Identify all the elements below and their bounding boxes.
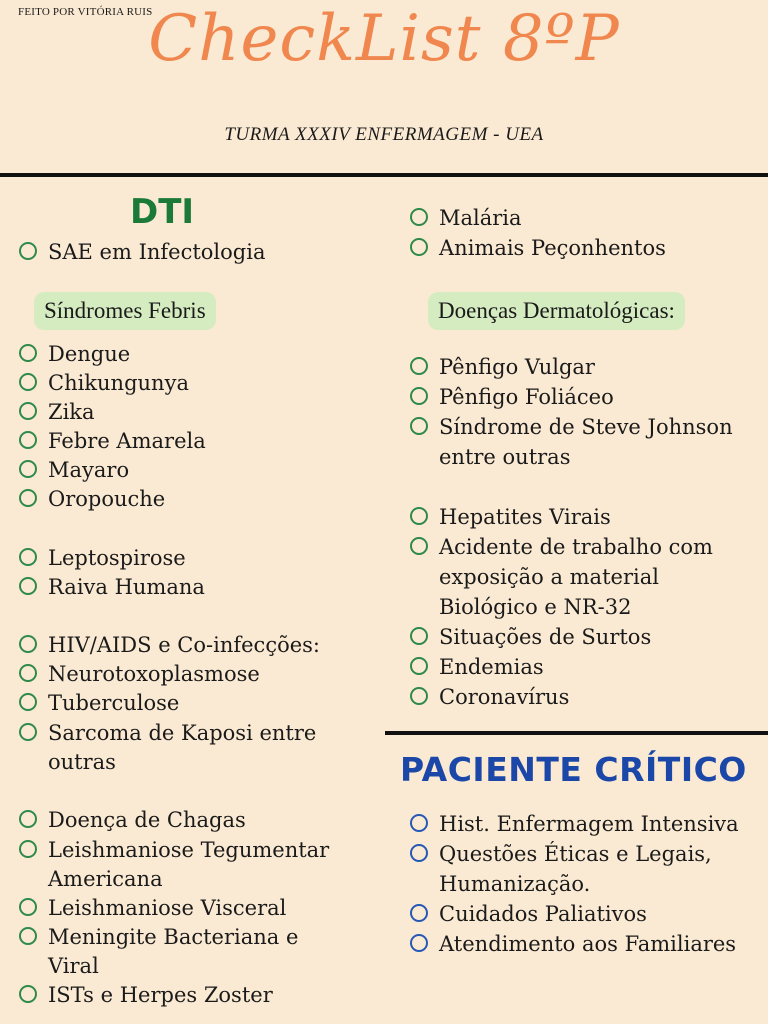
check-item-continuation: Biológico e NR-32	[439, 595, 632, 619]
checkbox-circle-icon[interactable]	[410, 537, 428, 555]
check-item[interactable]: Coronavírus	[439, 682, 569, 712]
check-item-continuation: exposição a material	[439, 565, 659, 589]
check-item[interactable]: Chikungunya	[48, 368, 189, 398]
section-label-febris: Síndromes Febris	[34, 292, 216, 330]
check-item[interactable]: Febre Amarela	[48, 426, 206, 456]
check-item-continuation: outras	[48, 750, 116, 774]
checkbox-circle-icon[interactable]	[19, 927, 37, 945]
checkbox-circle-icon[interactable]	[19, 242, 37, 260]
checkbox-circle-icon[interactable]	[19, 840, 37, 858]
checkbox-circle-icon[interactable]	[410, 357, 428, 375]
check-item[interactable]: Mayaro	[48, 455, 129, 485]
checkbox-circle-icon[interactable]	[410, 507, 428, 525]
checkbox-circle-icon[interactable]	[410, 904, 428, 922]
checkbox-circle-icon[interactable]	[19, 431, 37, 449]
check-item-continuation: Americana	[48, 867, 163, 891]
check-item-continuation: Viral	[48, 954, 99, 978]
checkbox-circle-icon[interactable]	[19, 460, 37, 478]
check-item[interactable]: Animais Peçonhentos	[439, 233, 666, 263]
check-item[interactable]: Pênfigo Foliáceo	[439, 382, 614, 412]
checkbox-circle-icon[interactable]	[410, 387, 428, 405]
checkbox-circle-icon[interactable]	[19, 577, 37, 595]
checkbox-circle-icon[interactable]	[410, 238, 428, 256]
checkbox-circle-icon[interactable]	[19, 723, 37, 741]
paciente-critico-heading: PACIENTE CRÍTICO	[400, 750, 747, 789]
checkbox-circle-icon[interactable]	[410, 844, 428, 862]
check-item[interactable]: Hist. Enfermagem Intensiva	[439, 809, 739, 839]
check-item[interactable]: Tuberculose	[48, 688, 179, 718]
checkbox-circle-icon[interactable]	[19, 898, 37, 916]
check-item[interactable]: Situações de Surtos	[439, 622, 651, 652]
checkbox-circle-icon[interactable]	[410, 934, 428, 952]
author-credit: FEITO POR VITÓRIA RUIS	[18, 6, 153, 18]
checkbox-circle-icon[interactable]	[19, 985, 37, 1003]
check-item[interactable]: Leishmaniose Visceral	[48, 893, 286, 923]
check-item[interactable]: Cuidados Paliativos	[439, 899, 647, 929]
top-divider	[0, 173, 768, 177]
checkbox-circle-icon[interactable]	[19, 635, 37, 653]
checkbox-circle-icon[interactable]	[410, 657, 428, 675]
right-divider	[385, 731, 768, 735]
checkbox-circle-icon[interactable]	[410, 687, 428, 705]
check-item[interactable]: Malária	[439, 203, 522, 233]
check-item[interactable]: Meningite Bacteriana e	[48, 922, 298, 952]
page-subtitle: TURMA XXXIV ENFERMAGEM - UEA	[224, 124, 544, 145]
check-item[interactable]: Leishmaniose Tegumentar	[48, 835, 329, 865]
check-item-continuation: Humanização.	[439, 872, 591, 896]
checkbox-circle-icon[interactable]	[410, 208, 428, 226]
checkbox-circle-icon[interactable]	[19, 693, 37, 711]
checkbox-circle-icon[interactable]	[19, 344, 37, 362]
section-label-derm: Doenças Dermatológicas:	[428, 292, 685, 330]
check-item[interactable]: Doença de Chagas	[48, 805, 246, 835]
dti-heading: DTI	[130, 192, 195, 232]
checkbox-circle-icon[interactable]	[410, 627, 428, 645]
check-item[interactable]: Acidente de trabalho com	[439, 532, 713, 562]
check-item[interactable]: Questões Éticas e Legais,	[439, 839, 712, 869]
checkbox-circle-icon[interactable]	[19, 664, 37, 682]
checkbox-circle-icon[interactable]	[410, 417, 428, 435]
check-item[interactable]: Leptospirose	[48, 543, 186, 573]
checkbox-circle-icon[interactable]	[19, 373, 37, 391]
check-item[interactable]: Oropouche	[48, 484, 165, 514]
page-title: CheckList 8ºP	[148, 2, 620, 76]
check-item[interactable]: Pênfigo Vulgar	[439, 352, 595, 382]
check-item[interactable]: ISTs e Herpes Zoster	[48, 980, 273, 1010]
check-item[interactable]: Dengue	[48, 339, 130, 369]
check-item[interactable]: Sarcoma de Kaposi entre	[48, 718, 316, 748]
check-item-continuation: entre outras	[439, 445, 571, 469]
checkbox-circle-icon[interactable]	[410, 814, 428, 832]
check-item[interactable]: Neurotoxoplasmose	[48, 659, 260, 689]
check-item[interactable]: Endemias	[439, 652, 544, 682]
check-item[interactable]: Hepatites Virais	[439, 502, 611, 532]
checkbox-circle-icon[interactable]	[19, 402, 37, 420]
check-item[interactable]: Raiva Humana	[48, 572, 205, 602]
checkbox-circle-icon[interactable]	[19, 810, 37, 828]
check-item[interactable]: SAE em Infectologia	[48, 237, 265, 267]
check-item[interactable]: Zika	[48, 397, 95, 427]
checkbox-circle-icon[interactable]	[19, 548, 37, 566]
check-item[interactable]: Atendimento aos Familiares	[439, 929, 736, 959]
check-item[interactable]: HIV/AIDS e Co-infecções:	[48, 630, 320, 660]
checkbox-circle-icon[interactable]	[19, 489, 37, 507]
check-item[interactable]: Síndrome de Steve Johnson	[439, 412, 733, 442]
